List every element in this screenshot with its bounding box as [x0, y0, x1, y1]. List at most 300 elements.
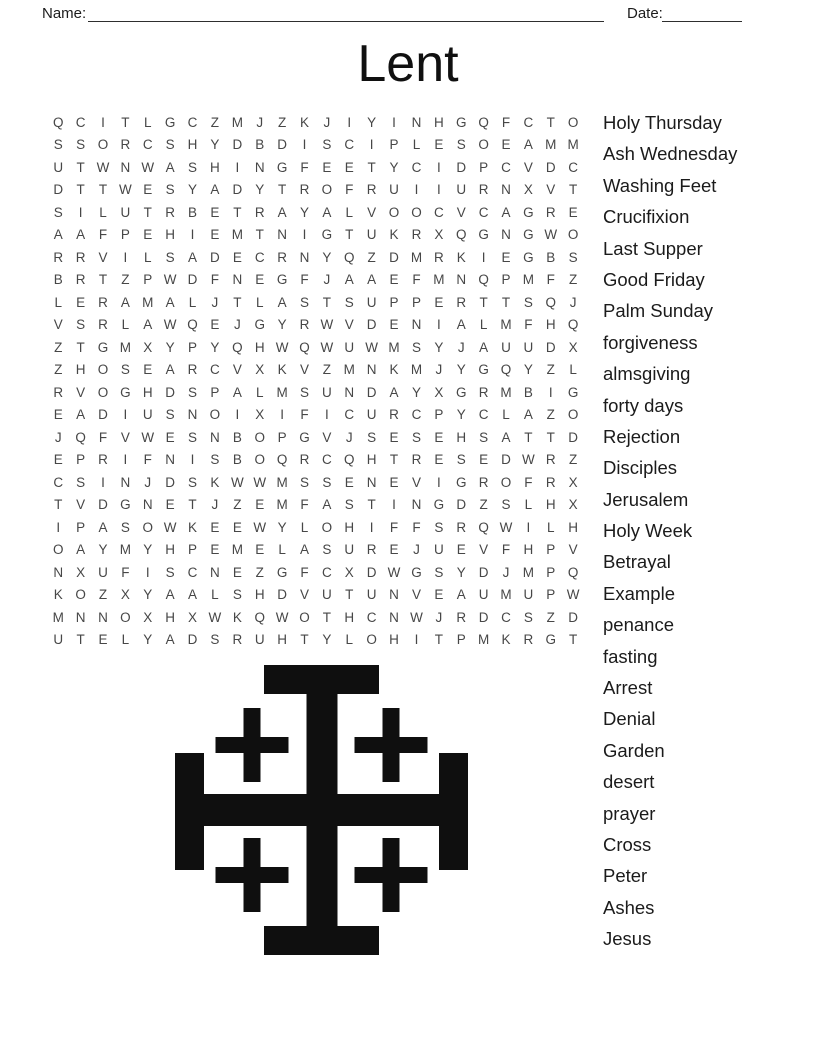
grid-letter: M [500, 587, 512, 603]
grid-letter: C [478, 407, 489, 423]
grid-letter: U [142, 407, 153, 423]
grid-letter: V [546, 182, 556, 198]
grid-letter: G [523, 204, 534, 220]
grid-letter: Y [165, 339, 175, 355]
grid-letter: H [456, 429, 467, 445]
grid-letter: P [389, 137, 399, 153]
grid-letter: Y [143, 587, 153, 603]
grid-letter: F [524, 317, 533, 333]
grid-letter: T [76, 632, 85, 648]
grid-letter: S [165, 182, 175, 198]
grid-letter: A [389, 384, 399, 400]
grid-letter: W [141, 159, 155, 175]
grid-letter: U [478, 587, 489, 603]
grid-letter: Q [500, 362, 512, 378]
grid-letter: E [434, 587, 444, 603]
grid-letter: U [389, 182, 399, 198]
grid-letter: E [434, 294, 444, 310]
grid-letter: O [120, 609, 131, 625]
grid-letter: W [253, 519, 267, 535]
grid-letter: Z [277, 114, 287, 130]
grid-letter: R [523, 632, 534, 648]
grid-letter: I [101, 474, 105, 490]
grid-letter: R [299, 317, 310, 333]
grid-letter: S [344, 497, 354, 513]
grid-letter: F [300, 564, 309, 580]
grid-letter: R [478, 474, 489, 490]
grid-letter: R [120, 137, 131, 153]
jerusalem-cross-image [175, 665, 468, 955]
grid-letter: E [389, 429, 399, 445]
grid-letter: I [414, 182, 419, 198]
grid-letter: X [434, 384, 444, 400]
grid-letter: Z [255, 564, 264, 580]
grid-letter: E [434, 452, 444, 468]
word-list-item: Peter [603, 865, 648, 887]
grid-letter: I [101, 114, 105, 130]
grid-letter: S [188, 384, 198, 400]
grid-letter: R [545, 474, 556, 490]
grid-letter: R [98, 294, 108, 310]
grid-letter: U [53, 632, 64, 648]
word-list-item: Betrayal [603, 551, 671, 573]
grid-letter: U [366, 407, 377, 423]
grid-letter: D [165, 474, 176, 490]
grid-letter: F [300, 407, 309, 423]
grid-letter: H [389, 632, 399, 648]
grid-letter: H [366, 452, 377, 468]
grid-letter: H [545, 497, 556, 513]
grid-letter: T [76, 339, 85, 355]
grid-letter: M [500, 384, 512, 400]
grid-letter: P [546, 542, 556, 558]
grid-letter: T [233, 294, 242, 310]
grid-letter: H [142, 384, 153, 400]
grid-letter: J [144, 474, 152, 490]
grid-letter: C [210, 362, 220, 378]
grid-letter: S [53, 204, 63, 220]
grid-letter: D [366, 317, 377, 333]
grid-letter: R [433, 249, 444, 265]
grid-letter: S [120, 362, 130, 378]
grid-letter: A [367, 272, 377, 288]
grid-letter: C [322, 452, 332, 468]
grid-letter: T [76, 182, 85, 198]
grid-letter: A [523, 407, 533, 423]
grid-letter: Y [456, 362, 466, 378]
grid-letter: D [53, 182, 64, 198]
grid-letter: S [434, 519, 444, 535]
grid-letter: N [411, 497, 422, 513]
grid-letter: F [389, 519, 399, 535]
grid-letter: S [367, 429, 377, 445]
grid-letter: H [545, 317, 556, 333]
grid-letter: J [435, 609, 443, 625]
grid-letter: B [232, 452, 242, 468]
grid-letter: W [96, 159, 110, 175]
grid-letter: R [75, 249, 86, 265]
word-list-item: Rejection [603, 425, 681, 447]
grid-letter: I [347, 114, 352, 130]
grid-letter: M [522, 272, 535, 288]
grid-letter: S [344, 294, 354, 310]
grid-letter: T [121, 114, 130, 130]
grid-letter: Y [322, 249, 332, 265]
grid-letter: N [366, 362, 377, 378]
grid-letter: Q [567, 317, 579, 333]
grid-letter: S [322, 137, 332, 153]
grid-letter: T [98, 182, 108, 198]
grid-letter: L [144, 249, 152, 265]
grid-letter: R [389, 407, 399, 423]
grid-letter: M [119, 339, 131, 355]
grid-letter: C [411, 159, 422, 175]
word-list-item: Jerusalem [603, 488, 689, 510]
grid-letter: Y [456, 564, 466, 580]
grid-letter: E [165, 497, 175, 513]
grid-letter: A [76, 227, 86, 243]
grid-letter: P [188, 542, 198, 558]
word-list-item: forgiveness [603, 331, 698, 353]
grid-letter: S [165, 564, 175, 580]
grid-letter: N [277, 227, 287, 243]
grid-letter: N [456, 272, 467, 288]
grid-letter: S [568, 249, 578, 265]
grid-letter: T [546, 429, 555, 445]
grid-letter: R [478, 384, 489, 400]
grid-letter: T [277, 182, 287, 198]
word-list-item: Washing Feet [603, 174, 717, 196]
grid-letter: L [54, 294, 62, 310]
grid-letter: U [98, 564, 108, 580]
grid-letter: T [479, 294, 488, 310]
grid-letter: V [523, 159, 533, 175]
grid-letter: I [123, 249, 128, 265]
grid-letter: E [210, 317, 220, 333]
grid-letter: Q [276, 452, 288, 468]
grid-letter: V [232, 362, 242, 378]
grid-letter: A [456, 587, 466, 603]
grid-letter: N [210, 564, 220, 580]
word-list-item: Arrest [603, 677, 653, 699]
grid-letter: U [433, 542, 444, 558]
grid-letter: P [501, 272, 511, 288]
grid-letter: M [433, 272, 445, 288]
grid-letter: X [568, 339, 578, 355]
grid-letter: X [76, 564, 86, 580]
grid-letter: G [321, 227, 333, 243]
grid-letter: A [165, 632, 175, 648]
grid-letter: N [142, 497, 153, 513]
grid-letter: V [367, 204, 377, 220]
grid-letter: U [344, 542, 355, 558]
grid-letter: N [254, 159, 265, 175]
word-list-item: forty days [603, 394, 684, 416]
grid-letter: P [210, 384, 220, 400]
grid-letter: I [526, 519, 531, 535]
grid-letter: N [411, 114, 422, 130]
grid-letter: Y [523, 362, 533, 378]
grid-letter: T [255, 227, 264, 243]
grid-letter: C [433, 204, 444, 220]
grid-letter: E [143, 362, 153, 378]
grid-letter: S [479, 429, 489, 445]
grid-letter: C [366, 609, 377, 625]
grid-letter: B [188, 204, 198, 220]
grid-letter: E [232, 519, 242, 535]
grid-letter: V [411, 474, 421, 490]
grid-letter: Q [52, 114, 64, 130]
grid-letter: I [392, 497, 396, 513]
grid-letter: R [299, 182, 310, 198]
grid-letter: Y [434, 339, 444, 355]
grid-letter: A [188, 587, 198, 603]
grid-letter: Q [567, 564, 579, 580]
word-list-item: penance [603, 614, 674, 636]
grid-letter: C [344, 407, 355, 423]
grid-letter: D [389, 249, 399, 265]
grid-letter: M [410, 249, 423, 265]
grid-letter: U [322, 384, 332, 400]
grid-letter: E [344, 159, 354, 175]
grid-letter: T [569, 632, 578, 648]
grid-letter: A [523, 137, 533, 153]
grid-letter: M [52, 609, 64, 625]
grid-letter: Z [546, 609, 555, 625]
word-list-item: Jesus [603, 928, 652, 950]
grid-letter: D [456, 159, 467, 175]
grid-letter: W [275, 339, 289, 355]
grid-letter: W [320, 339, 334, 355]
grid-letter: V [344, 317, 354, 333]
grid-letter: G [455, 114, 467, 130]
grid-letter: O [209, 407, 221, 423]
page-title: Lent [357, 35, 459, 93]
grid-letter: T [300, 632, 309, 648]
grid-letter: E [479, 452, 489, 468]
word-list-item: desert [603, 771, 655, 793]
grid-letter: O [254, 429, 265, 445]
date-underline [662, 21, 742, 22]
grid-letter: W [566, 587, 580, 603]
word-list-item: Ash Wednesday [603, 143, 738, 165]
grid-letter: W [253, 474, 267, 490]
grid-letter: R [478, 182, 489, 198]
grid-letter: T [546, 114, 555, 130]
grid-letter: C [254, 249, 265, 265]
grid-letter: S [322, 542, 332, 558]
grid-letter: Q [232, 339, 243, 355]
grid-letter: Y [98, 542, 108, 558]
grid-letter: I [436, 182, 441, 198]
grid-letter: M [276, 384, 288, 400]
grid-letter: A [165, 587, 175, 603]
word-list-item: Crucifixion [603, 206, 690, 228]
grid-letter: Q [478, 114, 489, 130]
grid-letter: N [299, 249, 310, 265]
grid-letter: F [121, 564, 130, 580]
word-list-item: Last Supper [603, 237, 703, 259]
grid-letter: M [276, 497, 288, 513]
grid-letter: O [478, 137, 489, 153]
grid-letter: U [322, 587, 332, 603]
grid-letter: S [165, 407, 175, 423]
jerusalem-cross-icon [175, 665, 468, 955]
grid-letter: F [412, 519, 421, 535]
grid-letter: F [300, 272, 309, 288]
word-list-item: Denial [603, 708, 656, 730]
grid-letter: Y [389, 159, 399, 175]
grid-letter: R [366, 182, 377, 198]
grid-letter: R [411, 227, 422, 243]
grid-letter: U [523, 339, 534, 355]
grid-letter: W [163, 272, 177, 288]
grid-letter: E [76, 294, 86, 310]
grid-letter: E [53, 407, 63, 423]
grid-letter: E [143, 182, 153, 198]
grid-letter: G [120, 497, 131, 513]
grid-letter: D [165, 384, 176, 400]
grid-letter: L [524, 497, 533, 513]
grid-letter: S [456, 452, 466, 468]
grid-letter: R [545, 452, 556, 468]
grid-letter: Z [479, 497, 488, 513]
grid-letter: I [481, 249, 486, 265]
grid-letter: A [165, 294, 175, 310]
grid-letter: F [143, 452, 152, 468]
grid-letter: B [255, 137, 265, 153]
grid-letter: U [501, 339, 511, 355]
grid-letter: J [323, 114, 331, 130]
grid-letter: T [569, 182, 578, 198]
grid-letter: V [568, 542, 578, 558]
grid-letter: R [232, 632, 243, 648]
grid-letter: C [344, 137, 355, 153]
grid-letter: H [568, 519, 579, 535]
grid-letter: R [456, 294, 467, 310]
grid-letter: I [280, 407, 284, 423]
grid-letter: U [53, 159, 64, 175]
grid-letter: T [367, 159, 376, 175]
grid-letter: Z [121, 272, 130, 288]
grid-letter: F [300, 497, 309, 513]
grid-letter: T [76, 159, 85, 175]
grid-letter: V [299, 587, 309, 603]
grid-letter: P [277, 429, 287, 445]
grid-letter: X [188, 609, 198, 625]
grid-letter: N [232, 272, 243, 288]
grid-letter: E [568, 204, 578, 220]
grid-letter: M [500, 317, 512, 333]
grid-letter: O [254, 452, 265, 468]
grid-letter: P [389, 294, 399, 310]
grid-letter: F [345, 182, 354, 198]
grid-letter: C [501, 159, 511, 175]
grid-letter: T [322, 609, 331, 625]
grid-letter: E [53, 452, 63, 468]
grid-letter: N [75, 609, 86, 625]
grid-letter: N [120, 159, 131, 175]
grid-letter: Z [98, 587, 108, 603]
grid-letter: H [344, 519, 355, 535]
grid-letter: E [98, 632, 108, 648]
grid-letter: W [320, 317, 334, 333]
grid-letter: N [389, 587, 399, 603]
grid-letter: E [232, 564, 242, 580]
grid-letter: R [187, 362, 198, 378]
grid-letter: Q [254, 609, 265, 625]
word-list-item: Holy Thursday [603, 112, 722, 133]
grid-letter: I [235, 159, 240, 175]
name-label: Name: [42, 5, 87, 22]
grid-letter: I [78, 204, 83, 220]
word-list-item: Palm Sunday [603, 300, 714, 322]
grid-letter: G [455, 384, 467, 400]
grid-letter: F [98, 429, 108, 445]
grid-letter: B [232, 429, 242, 445]
grid-letter: L [300, 519, 309, 535]
grid-letter: J [323, 272, 331, 288]
grid-letter: L [278, 542, 286, 558]
grid-letter: M [477, 632, 490, 648]
grid-letter: M [231, 542, 243, 558]
grid-letter: K [53, 587, 63, 603]
grid-letter: S [434, 564, 444, 580]
grid-letter: N [210, 429, 220, 445]
grid-letter: A [479, 339, 489, 355]
grid-letter: N [344, 384, 355, 400]
grid-letter: A [120, 294, 130, 310]
grid-letter: M [410, 362, 423, 378]
grid-letter: X [143, 609, 153, 625]
grid-letter: P [456, 632, 466, 648]
grid-letter: L [211, 587, 219, 603]
grid-letter: O [142, 519, 154, 535]
grid-letter: H [254, 339, 265, 355]
grid-letter: M [231, 114, 243, 130]
grid-letter: S [188, 159, 198, 175]
grid-letter: N [120, 474, 131, 490]
grid-letter: D [210, 249, 220, 265]
grid-letter: C [411, 407, 422, 423]
grid-letter: W [118, 182, 132, 198]
grid-letter: P [411, 294, 421, 310]
grid-letter: S [523, 294, 533, 310]
grid-letter: X [255, 362, 265, 378]
grid-letter: Y [255, 182, 265, 198]
grid-letter: H [433, 114, 444, 130]
name-underline [88, 21, 604, 22]
grid-letter: M [142, 294, 154, 310]
grid-letter: F [300, 159, 309, 175]
grid-letter: P [546, 587, 556, 603]
grid-letter: V [456, 204, 466, 220]
grid-letter: M [567, 137, 579, 153]
grid-letter: B [523, 384, 533, 400]
grid-letter: J [211, 294, 219, 310]
grid-letter: Z [367, 249, 376, 265]
grid-letter: P [188, 339, 198, 355]
grid-letter: D [366, 564, 377, 580]
grid-letter: C [523, 114, 534, 130]
grid-letter: M [522, 564, 535, 580]
grid-letter: S [232, 587, 242, 603]
grid-letter: F [98, 227, 108, 243]
grid-letter: U [366, 587, 377, 603]
grid-letter: N [187, 407, 198, 423]
grid-letter: G [97, 339, 109, 355]
grid-letter: P [479, 159, 489, 175]
